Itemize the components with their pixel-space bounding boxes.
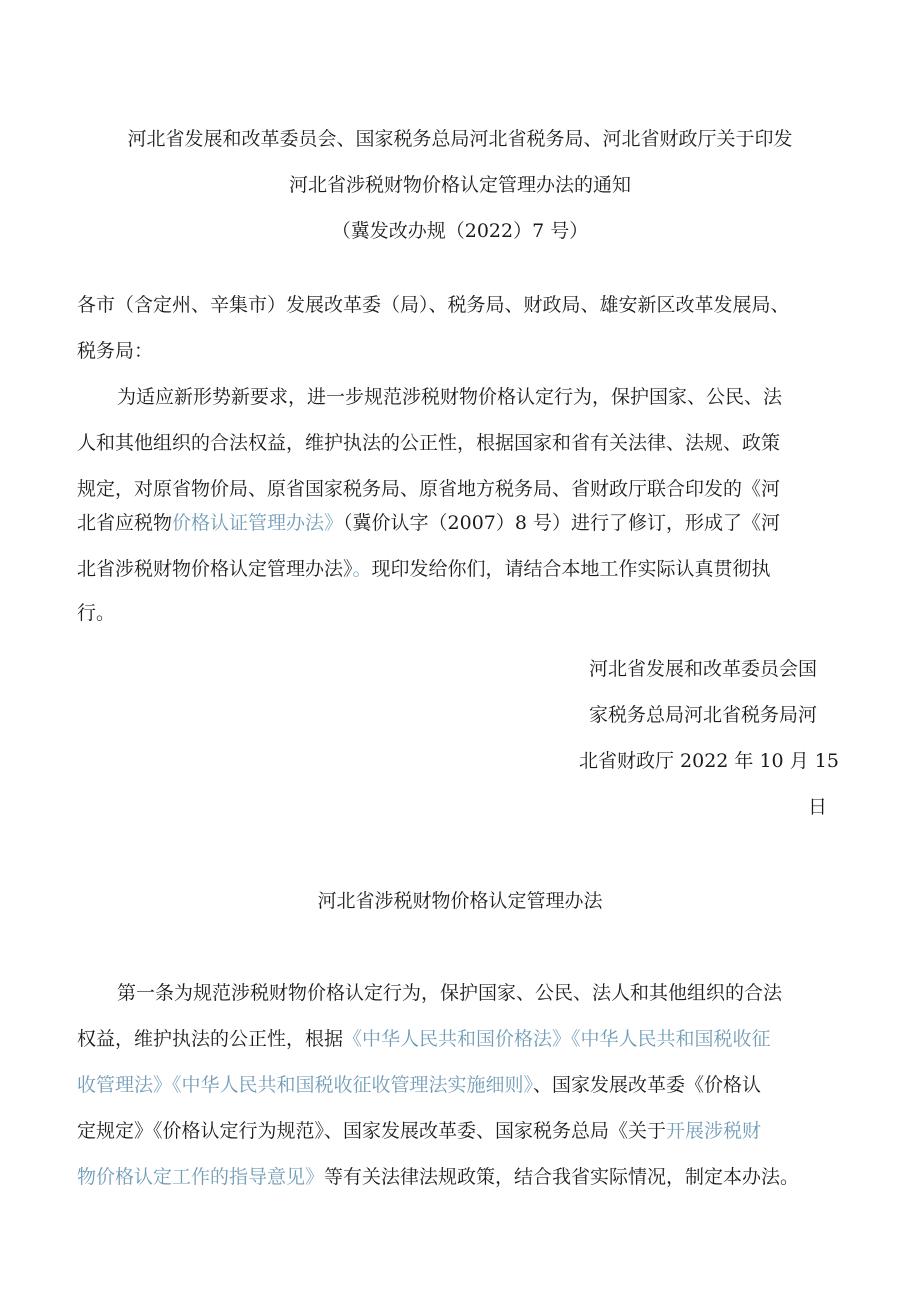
notice-title-line-1: 河北省发展和改革委员会、国家税务总局河北省税务局、河北省财政厅关于印发: [127, 128, 793, 150]
guideline-link[interactable]: 物价格认定工作的指导意见》: [77, 1166, 325, 1188]
law-link[interactable]: 收管理法》《中华人民共和国税收征收管理法实施细则》: [77, 1074, 534, 1096]
body-paragraph-line-1: 为适应新形势新要求，进一步规范涉税财物价格认定行为，保护国家、公民、法: [117, 386, 783, 408]
body-paragraph-line-4: [77, 511, 780, 535]
body-text: 权益，维护执法的公正性，根据: [77, 1028, 344, 1050]
body-paragraph-line-5: [77, 557, 771, 581]
regulation-link[interactable]: 价格认证管理办法》: [172, 512, 344, 534]
article-1-line-4: [77, 1119, 761, 1143]
guideline-link[interactable]: 开展涉税财: [666, 1120, 762, 1142]
article-1-line-2: [77, 1027, 771, 1051]
addressee-line-1: 各市（含定州、辛集市）发展改革委（局）、税务局、财政局、雄安新区改革发展局、: [77, 294, 790, 316]
measures-title: 河北省涉税财物价格认定管理办法: [317, 890, 603, 912]
signature-line-3: 北省财政厅 2022 年 10 月 15: [579, 750, 839, 772]
addressee-line-2: 税务局：: [77, 340, 154, 362]
body-text: 、国家发展改革委《价格认: [533, 1074, 762, 1096]
body-text: 现印发给你们，请结合本地工作实际认真贯彻执: [371, 558, 771, 580]
notice-title-line-2: 河北省涉税财物价格认定管理办法的通知: [288, 174, 631, 196]
signature-line-1: 河北省发展和改革委员会国: [589, 658, 818, 680]
law-link[interactable]: 《中华人民共和国价格法》《中华人民共和国税收征: [343, 1028, 771, 1050]
article-1-line-3: [77, 1073, 761, 1097]
body-text: 北省涉税财物价格认定管理办法》: [77, 558, 353, 580]
document-number: （冀发改办规（2022）7 号）: [331, 220, 589, 242]
body-text: 定规定》《价格认定行为规范》、国家发展改革委、国家税务总局《关于: [77, 1120, 667, 1142]
body-text: （冀价认字（2007）8 号）进行了修订，形成了《河: [343, 512, 781, 534]
signature-line-2: 家税务总局河北省税务局河: [589, 704, 818, 726]
body-text: 北省应税物: [77, 512, 173, 534]
body-text: 等有关法律法规政策，结合我省实际情况，制定本办法。: [324, 1166, 800, 1188]
body-paragraph-line-6: 行。: [77, 602, 116, 624]
article-1-line-5: [77, 1165, 799, 1189]
signature-line-4: 日: [808, 796, 828, 818]
body-paragraph-line-3: 规定，对原省物价局、原省国家税务局、原省地方税务局、省财政厅联合印发的《河: [77, 478, 781, 500]
regulation-link[interactable]: 。: [352, 558, 372, 580]
body-paragraph-line-2: 人和其他组织的合法权益，维护执法的公正性，根据国家和省有关法律、法规、政策: [77, 432, 781, 454]
article-1-line-1: 第一条为规范涉税财物价格认定行为，保护国家、公民、法人和其他组织的合法: [117, 982, 783, 1004]
